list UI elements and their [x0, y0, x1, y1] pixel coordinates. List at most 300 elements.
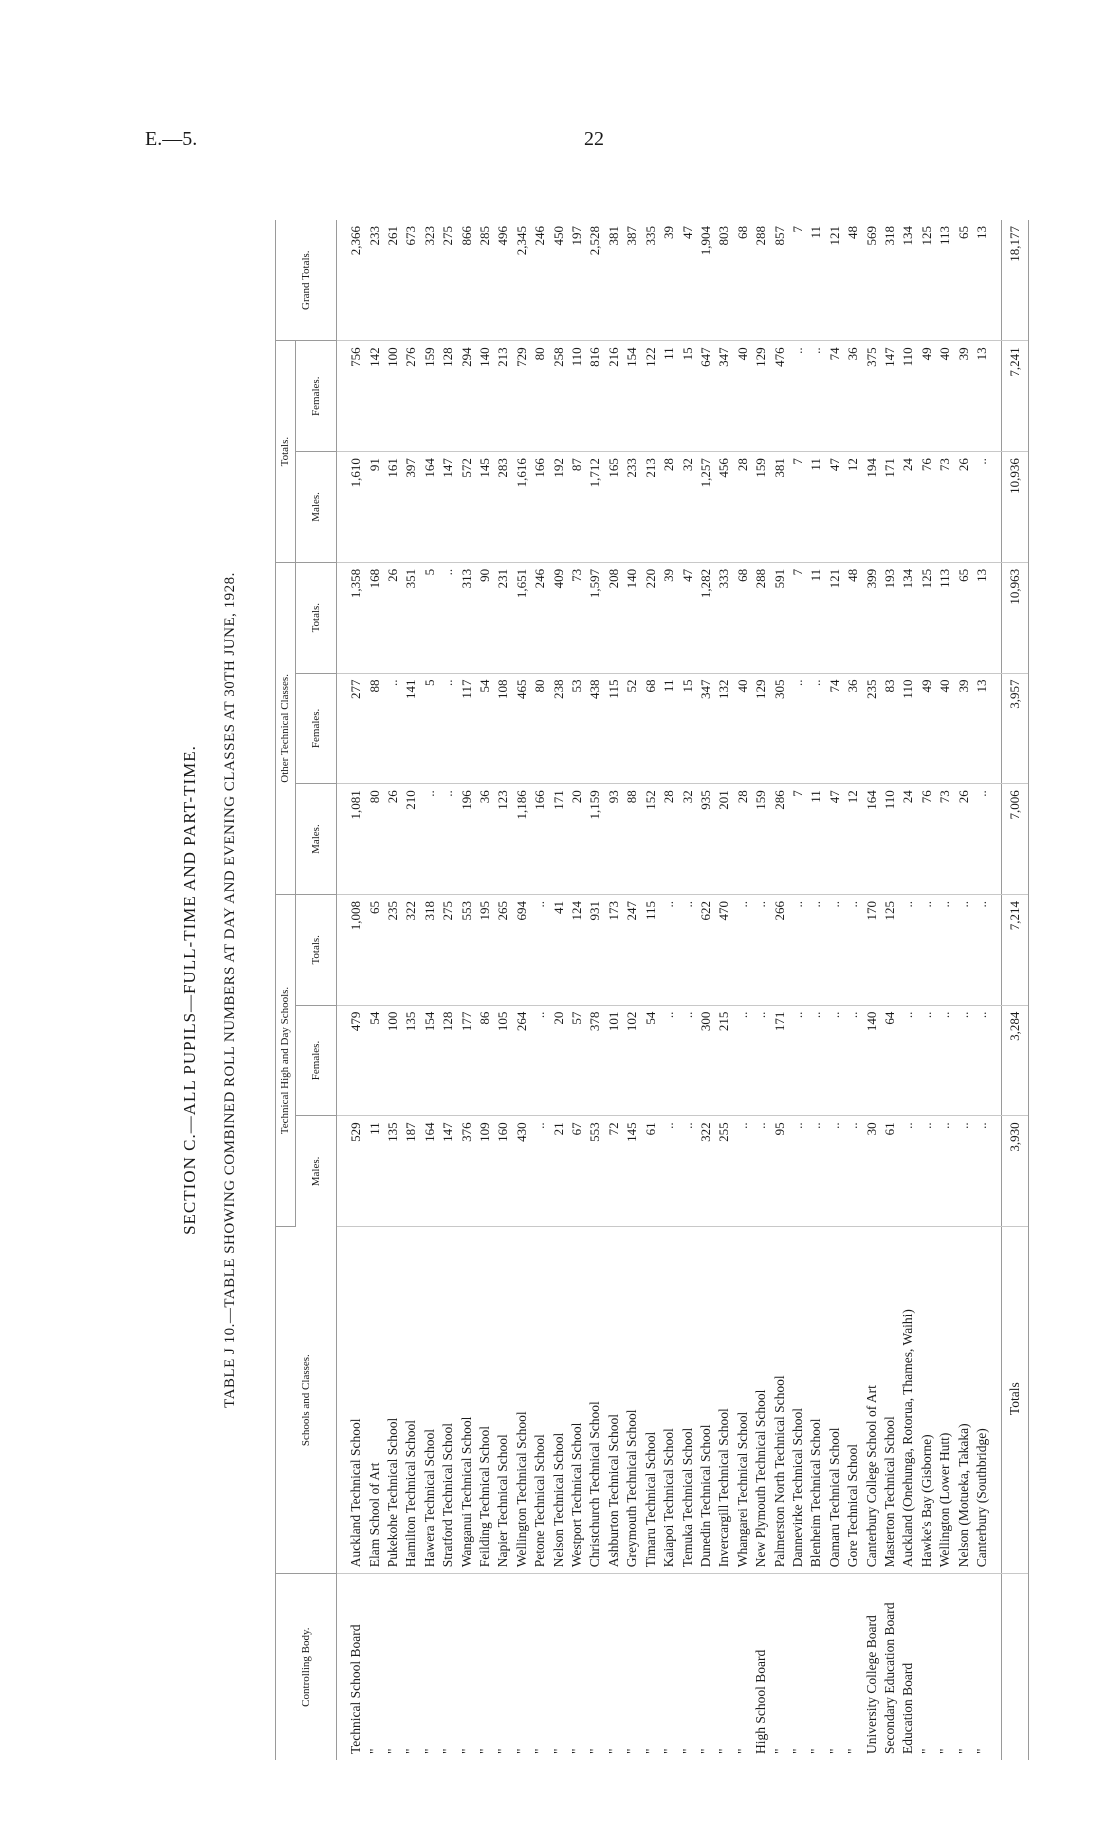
cell-high-totals: .. — [826, 894, 844, 1005]
cell-grand-total: 275 — [439, 220, 457, 341]
table-row — [918, 220, 936, 1760]
cell-body: University College Board — [863, 1615, 879, 1754]
table-body — [337, 220, 1029, 1760]
header-controlling-body: Controlling Body. — [276, 1574, 337, 1760]
cell-other-males: 1,186 — [513, 784, 531, 895]
table-row — [955, 220, 973, 1760]
cell-other-totals: 65 — [955, 562, 973, 673]
cell-school: New Plymouth Technical School — [752, 1227, 770, 1574]
cell-high-totals: .. — [899, 894, 917, 1005]
cell-total-males: 28 — [660, 452, 678, 563]
cell-high-males: 30 — [863, 1116, 881, 1227]
cell-total-females: 15 — [679, 341, 697, 452]
cell-total-females: 216 — [605, 341, 623, 452]
cell-school: Timaru Technical School — [642, 1227, 660, 1574]
cell-total-females: 80 — [531, 341, 549, 452]
cell-high-males: .. — [936, 1116, 954, 1227]
header-schools: Schools and Classes. — [276, 1227, 337, 1574]
cell-body: " — [495, 1748, 511, 1754]
cell-body: " — [532, 1748, 548, 1754]
cell-body: " — [697, 1748, 713, 1754]
cell-high-males: .. — [918, 1116, 936, 1227]
cell-school: Nelson Technical School — [550, 1227, 568, 1574]
cell-high-females: .. — [807, 1005, 825, 1116]
cell-body: " — [955, 1748, 971, 1754]
cell-other-females: 49 — [918, 673, 936, 784]
cell-body: " — [937, 1748, 953, 1754]
cell-grand-total: 134 — [899, 220, 917, 341]
cell-other-males: 201 — [715, 784, 733, 895]
cell-grand-total: 2,345 — [513, 220, 531, 341]
cell-other-females: 438 — [586, 673, 604, 784]
cell-other-males: 159 — [752, 784, 770, 895]
cell-total-males: 165 — [605, 452, 623, 563]
cell-total-males: 1,616 — [513, 452, 531, 563]
cell-high-totals: 931 — [586, 894, 604, 1005]
cell-grand-total: 381 — [605, 220, 623, 341]
table-row — [550, 220, 568, 1760]
cell-high-females: 86 — [476, 1005, 494, 1116]
cell-school: Whangarei Technical School — [734, 1227, 752, 1574]
cell-high-males: 145 — [623, 1116, 641, 1227]
total-other-males: 7,006 — [1002, 784, 1029, 895]
cell-high-totals: 173 — [605, 894, 623, 1005]
cell-total-females: 110 — [568, 341, 586, 452]
cell-other-totals: 73 — [568, 562, 586, 673]
cell-other-totals: 7 — [789, 562, 807, 673]
cell-other-totals: 48 — [844, 562, 862, 673]
cell-total-males: 171 — [881, 452, 899, 563]
cell-body: " — [716, 1748, 732, 1754]
table-row — [568, 220, 586, 1760]
cell-school: Petone Technical School — [531, 1227, 549, 1574]
header-total-females: Females. — [296, 341, 337, 452]
table-row — [439, 220, 457, 1760]
cell-total-males: 26 — [955, 452, 973, 563]
cell-total-males: 47 — [826, 452, 844, 563]
cell-high-totals: 275 — [439, 894, 457, 1005]
cell-total-females: 276 — [402, 341, 420, 452]
cell-school: Dannevirke Technical School — [789, 1227, 807, 1574]
cell-body: " — [734, 1748, 750, 1754]
cell-high-totals: 124 — [568, 894, 586, 1005]
cell-total-females: 100 — [384, 341, 402, 452]
cell-high-females: 54 — [366, 1005, 384, 1116]
cell-body: " — [550, 1748, 566, 1754]
cell-other-females: 88 — [366, 673, 384, 784]
cell-high-females: .. — [826, 1005, 844, 1116]
cell-high-totals: 65 — [366, 894, 384, 1005]
cell-grand-total: 387 — [623, 220, 641, 341]
cell-body: " — [771, 1748, 787, 1754]
cell-high-males: 147 — [439, 1116, 457, 1227]
cell-high-females: 135 — [402, 1005, 420, 1116]
cell-total-males: 145 — [476, 452, 494, 563]
cell-other-females: 15 — [679, 673, 697, 784]
cell-high-females: 105 — [494, 1005, 512, 1116]
cell-high-females: 479 — [347, 1005, 365, 1116]
cell-other-females: 465 — [513, 673, 531, 784]
table-row — [458, 220, 476, 1760]
cell-other-totals: 409 — [550, 562, 568, 673]
cell-other-totals: 5 — [421, 562, 439, 673]
cell-other-males: 28 — [660, 784, 678, 895]
cell-school: Napier Technical School — [494, 1227, 512, 1574]
cell-school: Dunedin Technical School — [697, 1227, 715, 1574]
header-group-other: Other Technical Classes. — [276, 562, 296, 894]
cell-body: " — [587, 1748, 603, 1754]
cell-high-males: .. — [899, 1116, 917, 1227]
table-row — [513, 220, 531, 1760]
cell-other-males: 210 — [402, 784, 420, 895]
cell-high-females: 300 — [697, 1005, 715, 1116]
cell-high-males: 67 — [568, 1116, 586, 1227]
header-grand-totals: Grand Totals. — [276, 220, 337, 341]
cell-other-males: 1,081 — [347, 784, 365, 895]
cell-other-totals: 220 — [642, 562, 660, 673]
cell-high-males: 529 — [347, 1116, 365, 1227]
cell-grand-total: 803 — [715, 220, 733, 341]
cell-grand-total: 246 — [531, 220, 549, 341]
cell-school: Auckland Technical School — [347, 1227, 365, 1574]
cell-other-females: 83 — [881, 673, 899, 784]
cell-grand-total: 39 — [660, 220, 678, 341]
cell-total-males: 164 — [421, 452, 439, 563]
cell-high-totals: 553 — [458, 894, 476, 1005]
header-other-totals: Totals. — [296, 562, 337, 673]
cell-body: " — [642, 1748, 658, 1754]
cell-body: Education Board — [900, 1662, 916, 1754]
cell-grand-total: 11 — [807, 220, 825, 341]
cell-total-females: 816 — [586, 341, 604, 452]
cell-grand-total: 673 — [402, 220, 420, 341]
cell-other-males: 12 — [844, 784, 862, 895]
cell-high-males: 553 — [586, 1116, 604, 1227]
cell-high-females: 20 — [550, 1005, 568, 1116]
cell-high-males: .. — [734, 1116, 752, 1227]
cell-body: " — [477, 1748, 493, 1754]
cell-high-females: .. — [752, 1005, 770, 1116]
cell-total-males: 572 — [458, 452, 476, 563]
cell-body: Technical School Board — [348, 1624, 364, 1754]
cell-high-totals: 622 — [697, 894, 715, 1005]
total-high-totals: 7,214 — [1002, 894, 1029, 1005]
cell-high-totals: 125 — [881, 894, 899, 1005]
header-other-females: Females. — [296, 673, 337, 784]
cell-total-males: 161 — [384, 452, 402, 563]
cell-high-females: .. — [899, 1005, 917, 1116]
cell-high-totals: 318 — [421, 894, 439, 1005]
cell-school: Gore Technical School — [844, 1227, 862, 1574]
cell-other-males: 7 — [789, 784, 807, 895]
cell-other-females: 36 — [844, 673, 862, 784]
cell-total-females: 110 — [899, 341, 917, 452]
cell-school: Masterton Technical School — [881, 1227, 899, 1574]
cell-other-females: 52 — [623, 673, 641, 784]
cell-grand-total: 496 — [494, 220, 512, 341]
cell-total-females: 213 — [494, 341, 512, 452]
cell-high-totals: .. — [752, 894, 770, 1005]
cell-other-males: 24 — [899, 784, 917, 895]
cell-high-totals: .. — [936, 894, 954, 1005]
table-row — [476, 220, 494, 1760]
total-grand: 18,177 — [1002, 220, 1029, 341]
cell-other-females: 40 — [734, 673, 752, 784]
table-row — [715, 220, 733, 1760]
totals-row — [1002, 220, 1029, 1760]
cell-school: Wellington (Lower Hutt) — [936, 1227, 954, 1574]
cell-other-females: 277 — [347, 673, 365, 784]
cell-other-females: 68 — [642, 673, 660, 784]
cell-high-females: 140 — [863, 1005, 881, 1116]
cell-grand-total: 323 — [421, 220, 439, 341]
header-other-males: Males. — [296, 784, 337, 895]
cell-total-males: 166 — [531, 452, 549, 563]
cell-high-males: .. — [844, 1116, 862, 1227]
cell-school: Auckland (Onehunga, Rotorua, Thames, Waihi) — [899, 1227, 917, 1574]
table-row — [586, 220, 604, 1760]
cell-other-females: 80 — [531, 673, 549, 784]
table-row — [899, 220, 917, 1760]
cell-other-totals: 351 — [402, 562, 420, 673]
cell-high-totals: .. — [789, 894, 807, 1005]
cell-high-males: 376 — [458, 1116, 476, 1227]
total-total-females: 7,241 — [1002, 341, 1029, 452]
cell-high-males: .. — [826, 1116, 844, 1227]
cell-other-females: 347 — [697, 673, 715, 784]
cell-total-females: 49 — [918, 341, 936, 452]
cell-other-females: 238 — [550, 673, 568, 784]
cell-high-totals: 235 — [384, 894, 402, 1005]
cell-school: Westport Technical School — [568, 1227, 586, 1574]
cell-high-females: 54 — [642, 1005, 660, 1116]
cell-high-females: .. — [531, 1005, 549, 1116]
cell-high-females: .. — [734, 1005, 752, 1116]
cell-other-totals: 168 — [366, 562, 384, 673]
cell-total-females: 129 — [752, 341, 770, 452]
table-row — [734, 220, 752, 1760]
cell-high-males: 109 — [476, 1116, 494, 1227]
cell-school: Oamaru Technical School — [826, 1227, 844, 1574]
cell-total-females: .. — [789, 341, 807, 452]
cell-other-males: 11 — [807, 784, 825, 895]
cell-total-females: .. — [807, 341, 825, 452]
cell-other-males: 20 — [568, 784, 586, 895]
cell-other-males: 32 — [679, 784, 697, 895]
cell-total-males: .. — [973, 452, 991, 563]
cell-other-males: 1,159 — [586, 784, 604, 895]
cell-school: Canterbury (Southbridge) — [973, 1227, 991, 1574]
table-row — [402, 220, 420, 1760]
cell-school: Stratford Technical School — [439, 1227, 457, 1574]
cell-high-totals: .. — [679, 894, 697, 1005]
cell-school: Blenheim Technical School — [807, 1227, 825, 1574]
table-row — [697, 220, 715, 1760]
cell-total-females: 36 — [844, 341, 862, 452]
cell-high-females: 101 — [605, 1005, 623, 1116]
cell-body: " — [808, 1748, 824, 1754]
cell-other-totals: 39 — [660, 562, 678, 673]
cell-grand-total: 2,528 — [586, 220, 604, 341]
cell-high-totals: .. — [918, 894, 936, 1005]
header-high-males: Males. — [296, 1116, 337, 1227]
cell-other-males: 88 — [623, 784, 641, 895]
table-row — [844, 220, 862, 1760]
cell-high-males: 164 — [421, 1116, 439, 1227]
cell-total-females: 140 — [476, 341, 494, 452]
cell-other-totals: 125 — [918, 562, 936, 673]
cell-grand-total: 2,366 — [347, 220, 365, 341]
cell-school: Feilding Technical School — [476, 1227, 494, 1574]
cell-grand-total: 569 — [863, 220, 881, 341]
cell-school: Temuka Technical School — [679, 1227, 697, 1574]
table-row — [421, 220, 439, 1760]
header-total-males: Males. — [296, 452, 337, 563]
cell-total-males: 397 — [402, 452, 420, 563]
cell-body: " — [845, 1748, 861, 1754]
cell-high-totals: .. — [734, 894, 752, 1005]
header-group-high: Technical High and Day Schools. — [276, 894, 296, 1226]
cell-total-females: 147 — [881, 341, 899, 452]
cell-high-females: 100 — [384, 1005, 402, 1116]
total-high-males: 3,930 — [1002, 1116, 1029, 1227]
cell-body: " — [458, 1748, 474, 1754]
cell-total-males: 283 — [494, 452, 512, 563]
table-row — [384, 220, 402, 1760]
cell-other-females: 235 — [863, 673, 881, 784]
cell-body: " — [366, 1748, 382, 1754]
cell-other-males: .. — [421, 784, 439, 895]
cell-school: Kaiapoi Technical School — [660, 1227, 678, 1574]
cell-other-females: 11 — [660, 673, 678, 784]
cell-grand-total: 65 — [955, 220, 973, 341]
cell-other-females: 129 — [752, 673, 770, 784]
cell-other-females: 117 — [458, 673, 476, 784]
table-row — [660, 220, 678, 1760]
cell-school: Canterbury College School of Art — [863, 1227, 881, 1574]
cell-body: " — [661, 1748, 677, 1754]
page-ref: E.—5. — [145, 128, 198, 150]
cell-total-males: 11 — [807, 452, 825, 563]
cell-total-males: 73 — [936, 452, 954, 563]
cell-high-males: .. — [807, 1116, 825, 1227]
cell-high-totals: 1,008 — [347, 894, 365, 1005]
cell-other-males: 80 — [366, 784, 384, 895]
table-row — [623, 220, 641, 1760]
cell-body: Secondary Education Board — [881, 1602, 897, 1754]
cell-high-totals: 470 — [715, 894, 733, 1005]
cell-school: Invercargill Technical School — [715, 1227, 733, 1574]
cell-grand-total: 113 — [936, 220, 954, 341]
cell-other-totals: 208 — [605, 562, 623, 673]
cell-school: Christchurch Technical School — [586, 1227, 604, 1574]
cell-other-totals: 140 — [623, 562, 641, 673]
cell-other-totals: 333 — [715, 562, 733, 673]
cell-high-totals: 265 — [494, 894, 512, 1005]
cell-other-totals: 68 — [734, 562, 752, 673]
cell-grand-total: 335 — [642, 220, 660, 341]
cell-school: Hawera Technical School — [421, 1227, 439, 1574]
cell-body: " — [421, 1748, 437, 1754]
cell-grand-total: 866 — [458, 220, 476, 341]
cell-other-males: .. — [439, 784, 457, 895]
cell-total-females: 375 — [863, 341, 881, 452]
total-total-males: 10,936 — [1002, 452, 1029, 563]
cell-body: " — [440, 1748, 456, 1754]
cell-total-males: 381 — [771, 452, 789, 563]
table-row — [771, 220, 789, 1760]
cell-other-females: 39 — [955, 673, 973, 784]
cell-high-females: .. — [936, 1005, 954, 1116]
cell-school: Palmerston North Technical School — [771, 1227, 789, 1574]
cell-other-totals: 288 — [752, 562, 770, 673]
cell-total-females: 476 — [771, 341, 789, 452]
cell-high-males: .. — [660, 1116, 678, 1227]
cell-total-males: 147 — [439, 452, 457, 563]
cell-other-males: 76 — [918, 784, 936, 895]
cell-total-females: 258 — [550, 341, 568, 452]
table-row — [679, 220, 697, 1760]
cell-grand-total: 288 — [752, 220, 770, 341]
cell-school: Hamilton Technical School — [402, 1227, 420, 1574]
cell-high-males: 160 — [494, 1116, 512, 1227]
cell-grand-total: 233 — [366, 220, 384, 341]
cell-grand-total: 121 — [826, 220, 844, 341]
cell-high-males: 322 — [697, 1116, 715, 1227]
cell-total-females: 40 — [936, 341, 954, 452]
cell-total-females: 13 — [973, 341, 991, 452]
cell-total-females: 154 — [623, 341, 641, 452]
cell-school: Ashburton Technical School — [605, 1227, 623, 1574]
rotated-table-sheet — [180, 200, 1023, 1780]
cell-total-males: 1,712 — [586, 452, 604, 563]
cell-total-females: 756 — [347, 341, 365, 452]
cell-high-totals: .. — [973, 894, 991, 1005]
table-row — [366, 220, 384, 1760]
cell-other-males: 73 — [936, 784, 954, 895]
cell-body: High School Board — [753, 1649, 769, 1754]
cell-total-males: 1,610 — [347, 452, 365, 563]
cell-high-males: .. — [679, 1116, 697, 1227]
cell-high-totals: 195 — [476, 894, 494, 1005]
cell-high-females: .. — [789, 1005, 807, 1116]
cell-total-females: 128 — [439, 341, 457, 452]
cell-other-totals: 13 — [973, 562, 991, 673]
cell-high-females: .. — [973, 1005, 991, 1116]
cell-school: Nelson (Motueka, Takaka) — [955, 1227, 973, 1574]
cell-school: Greymouth Technical School — [623, 1227, 641, 1574]
cell-other-totals: 246 — [531, 562, 549, 673]
cell-high-totals: .. — [660, 894, 678, 1005]
cell-other-females: 132 — [715, 673, 733, 784]
table-row — [881, 220, 899, 1760]
cell-grand-total: 450 — [550, 220, 568, 341]
cell-high-males: 61 — [642, 1116, 660, 1227]
cell-high-totals: .. — [531, 894, 549, 1005]
cell-other-males: 166 — [531, 784, 549, 895]
cell-other-males: 286 — [771, 784, 789, 895]
cell-other-totals: 1,282 — [697, 562, 715, 673]
cell-grand-total: 125 — [918, 220, 936, 341]
cell-other-females: 54 — [476, 673, 494, 784]
cell-high-males: .. — [789, 1116, 807, 1227]
cell-other-males: 28 — [734, 784, 752, 895]
cell-total-males: 233 — [623, 452, 641, 563]
cell-other-totals: 399 — [863, 562, 881, 673]
cell-high-females: 378 — [586, 1005, 604, 1116]
cell-total-males: 24 — [899, 452, 917, 563]
cell-total-males: 12 — [844, 452, 862, 563]
